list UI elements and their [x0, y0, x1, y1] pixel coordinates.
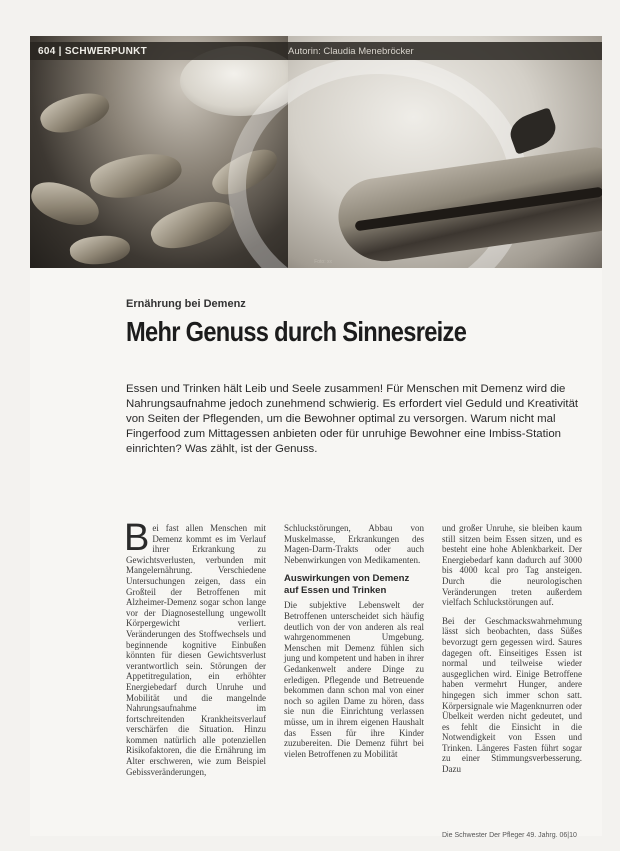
column-3-text-1: und großer Unruhe, sie bleiben kaum still sitzen beim Essen sitzen, und es besteht eine hohe Ablenkbarkeit. Der Energiebedarf kann dadurch auf 3000 bis 4000 kcal pro Tag ansteigen. Durch die neurologischen Veränderungen treten außerdem vielfach Schluckstörungen auf.	[442, 523, 582, 608]
hero-photo	[30, 36, 602, 268]
text-column-1	[124, 517, 266, 777]
text-column-3	[442, 523, 582, 775]
column-2-text-2: Die subjektive Lebenswelt der Betroffenen unterscheidet sich häufig deutlich von der von anderen als real wahrgenommenen Umgebung. Menschen mit Demenz fühlen sich jung und kompetent und haben in ihrer Gedankenwelt andere Dinge zu erledigen. Pflegende und Betreuende bekommen dann schon mal von einer noch so agilen Dame zu hören, dass sie nun die Einrichtung verlassen müsse, um in ihrem eigenen Haushalt das Essen für ihre Kinder zuzubereiten. Die Demenz führt bei vielen Betroffenen zu Mobilität	[284, 600, 424, 759]
author-line: Autorin: Claudia Menebröcker	[288, 45, 414, 57]
magazine-page	[30, 36, 602, 839]
column-2-text-1: Schluckstörungen, Abbau von Muskelmasse, Erkrankungen des Magen-Darm-Trakts oder auch Nebenwirkungen von Medikamenten.	[284, 523, 424, 565]
article-kicker: Ernährung bei Demenz	[126, 298, 246, 310]
section-header-bar	[30, 42, 602, 60]
column-1-text: ei fast allen Menschen mit Demenz kommt es im Verlauf ihrer Erkrankung zu Gewichtsverlusten, verbunden mit Mangelernährung. Verschiedene Untersuchungen zeigen, dass ein Großteil der Betroffenen mit Alzheimer-Demenz sogar schon lange vor der Diagnosestellung ungewollt Körpergewicht verliert. Veränderungen des Stoffwechsels und beginnende kognitive Einbußen könnten für diesen Gewichtsverlust verantwortlich sein. Störungen der Appetitregulation, ein erhöhter Energiebedarf durch Unruhe und Mobilität und die mangelnde Nahrungsaufnahme im fortschreitenden Krankheitsverlauf verschärfen die Situation. Hinzu kommen natürlich alle potenziellen Risikofaktoren, die die Ernährung im Alter erschweren, wie zum Beispiel Gebissveränderungen,	[126, 523, 266, 777]
article-title: Mehr Genuss durch Sinnesreize	[126, 316, 467, 347]
column-3-text-2: Bei der Geschmackswahrnehmung lässt sich beobachten, dass Süßes bevorzugt gern gegessen wird. Saures dagegen oft. Einseitiges Essen ist normal und teilweise wieder ausgeglichen wird. Einige Betroffene haben vermehrt Hunger, andere hingegen sich immer schon satt. Körpersignale wie Magenknurren oder Übelkeit werden nicht gedeutet, und es fehlt die Einsicht in die Notwendigkeit von Essen und Trinken. Längeres Fasten führt sogar zu einer Stimmungsverbesserung. Dazu	[442, 615, 582, 775]
section-heading: Auswirkungen von Demenz auf Essen und Trinken	[284, 573, 410, 596]
strudel-photo	[288, 36, 602, 268]
article-lead: Essen und Trinken hält Leib und Seele zusammen! Für Menschen mit Demenz wird die Nahrungsaufnahme jedoch zunehmend schwierig. Es erfordert viel Geduld und Kreativität von Seiten der Pflegenden, um die Bewohner optimal zu versorgen. Warum nicht mal Fingerfood zum Mittagessen anbieten oder für unruhige Bewohner eine Imbiss-Station einrichten? Was zählt, ist der Genuss.	[126, 383, 579, 456]
page-footer: Die Schwester Der Pfleger 49. Jahrg. 06|10	[442, 832, 577, 839]
text-column-2	[284, 523, 424, 759]
photo-credit: Foto: xx	[314, 259, 332, 265]
drop-cap: B	[124, 517, 150, 559]
page-label: 604 | SCHWERPUNKT	[38, 45, 148, 57]
